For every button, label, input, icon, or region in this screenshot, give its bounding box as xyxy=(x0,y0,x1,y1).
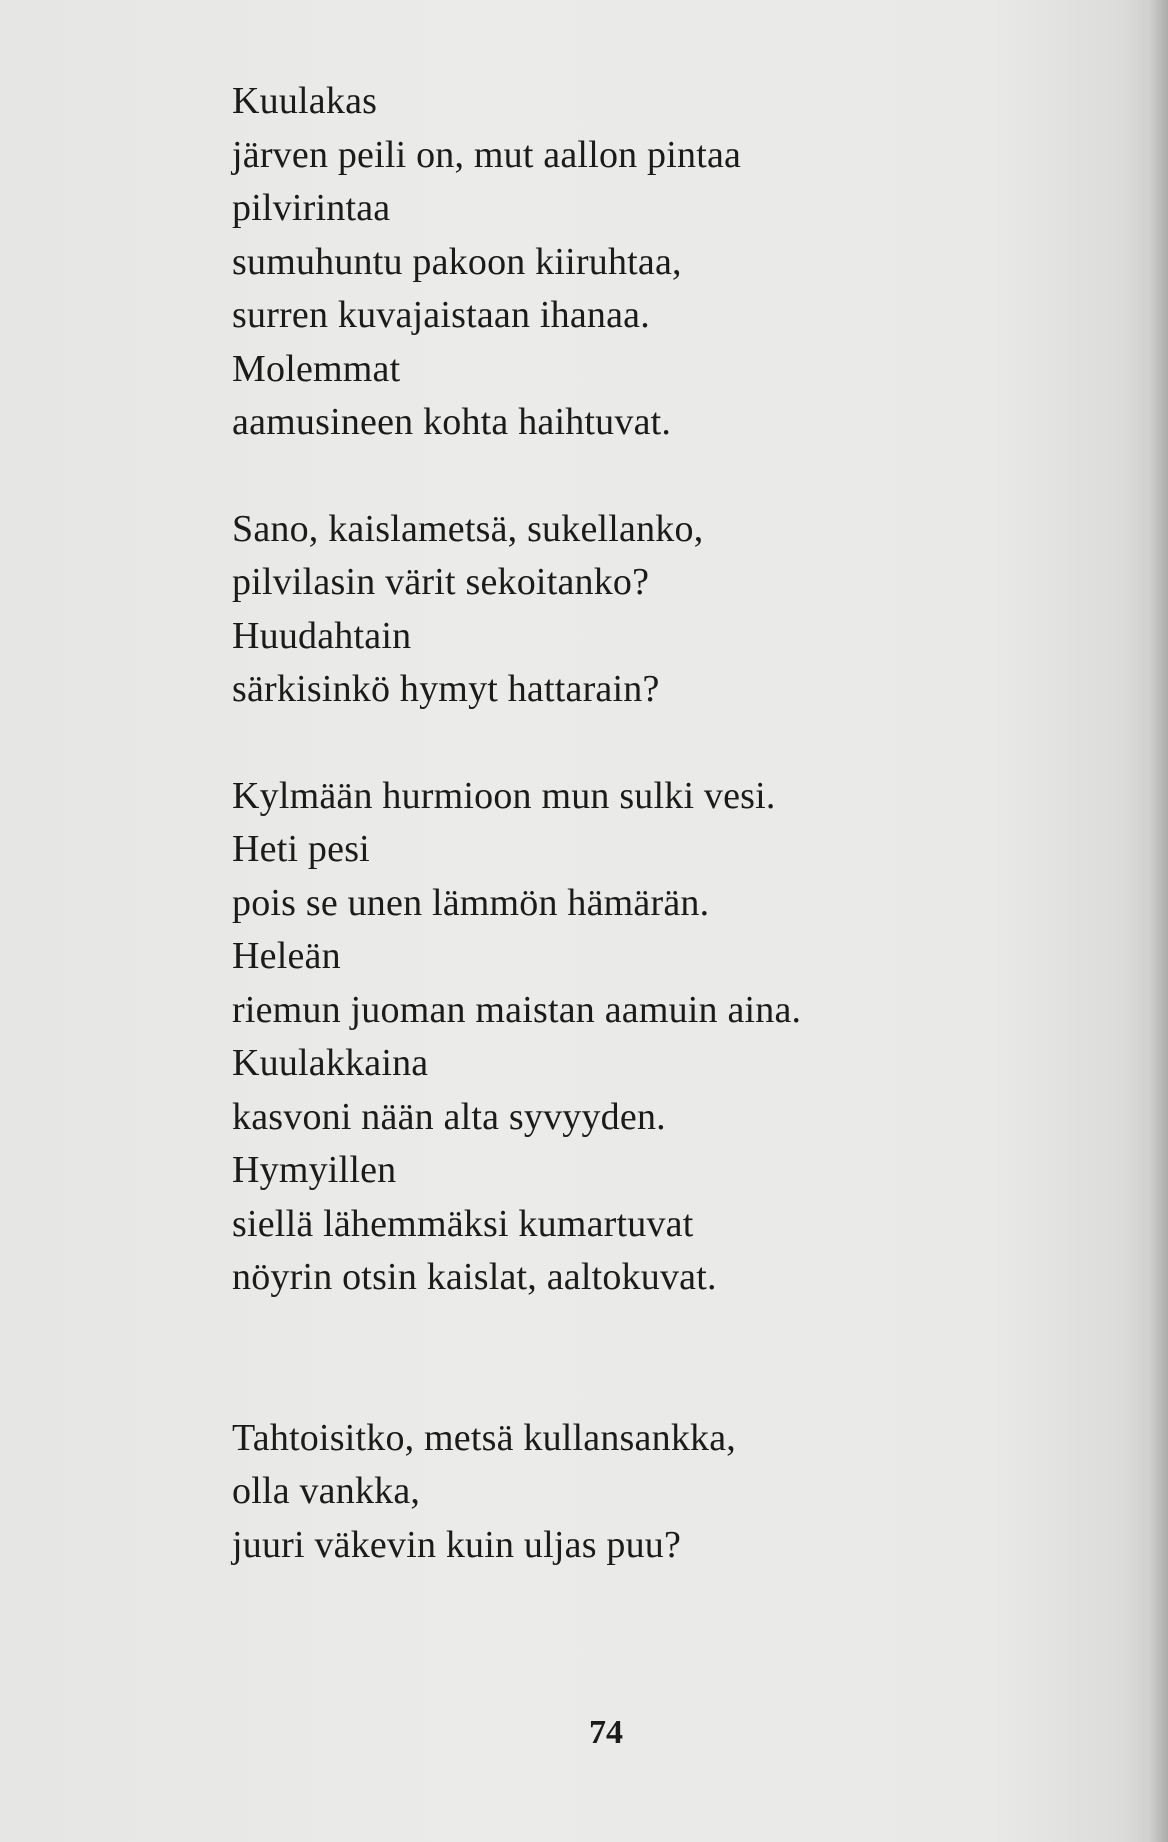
poem-line: Heti pesi xyxy=(232,828,370,870)
stanza-break xyxy=(232,450,1092,503)
poem-line: Kuulakas xyxy=(232,80,378,122)
poem-line: särkisinkö hymyt hattarain? xyxy=(232,668,660,710)
poem-line: kasvoni nään alta syvyyden. xyxy=(232,1095,666,1138)
stanza-3 xyxy=(232,770,1092,1305)
stanza-break xyxy=(232,717,1092,770)
stanza-4 xyxy=(232,1412,1092,1573)
poem-line: Molemmat xyxy=(232,347,401,390)
stanza-1 xyxy=(232,75,1092,450)
poem-line: Kylmään hurmioon mun sulki vesi. xyxy=(232,774,776,817)
poem-line: surren kuvajaistaan ihanaa. xyxy=(232,294,650,336)
stanza-2 xyxy=(232,503,1092,717)
poem-line: Kuulakkaina xyxy=(232,1042,429,1084)
section-break xyxy=(232,1305,1092,1412)
poem-line: Heleän xyxy=(232,935,341,977)
poem-line: pois se unen lämmön hämärän. xyxy=(232,881,710,924)
poem-line: Huudahtain xyxy=(232,614,412,657)
poem-line: pilvirintaa xyxy=(232,187,391,229)
poem-line: juuri väkevin kuin uljas puu? xyxy=(232,1523,682,1566)
poem-line: Hymyillen xyxy=(232,1149,397,1191)
poem-line: pilvilasin värit sekoitanko? xyxy=(232,561,650,603)
poem-line: järven peili on, mut aallon pintaa xyxy=(232,133,742,176)
poem-line: aamusineen kohta haihtuvat. xyxy=(232,401,672,443)
poem-line: olla vankka, xyxy=(232,1470,421,1512)
poem-line: Sano, kaislametsä, sukellanko, xyxy=(232,507,704,550)
poem xyxy=(232,75,1092,1572)
poem-line: siellä lähemmäksi kumartuvat xyxy=(232,1202,694,1245)
poem-line: nöyrin otsin kaislat, aaltokuvat. xyxy=(232,1256,717,1298)
page-number: 74 xyxy=(589,1714,623,1751)
poem-line: Tahtoisitko, metsä kullansankka, xyxy=(232,1416,736,1459)
poem-line: sumuhuntu pakoon kiiruhtaa, xyxy=(232,240,682,283)
page-edge-shadow xyxy=(1150,0,1168,1842)
poem-line: riemun juoman maistan aamuin aina. xyxy=(232,988,802,1031)
